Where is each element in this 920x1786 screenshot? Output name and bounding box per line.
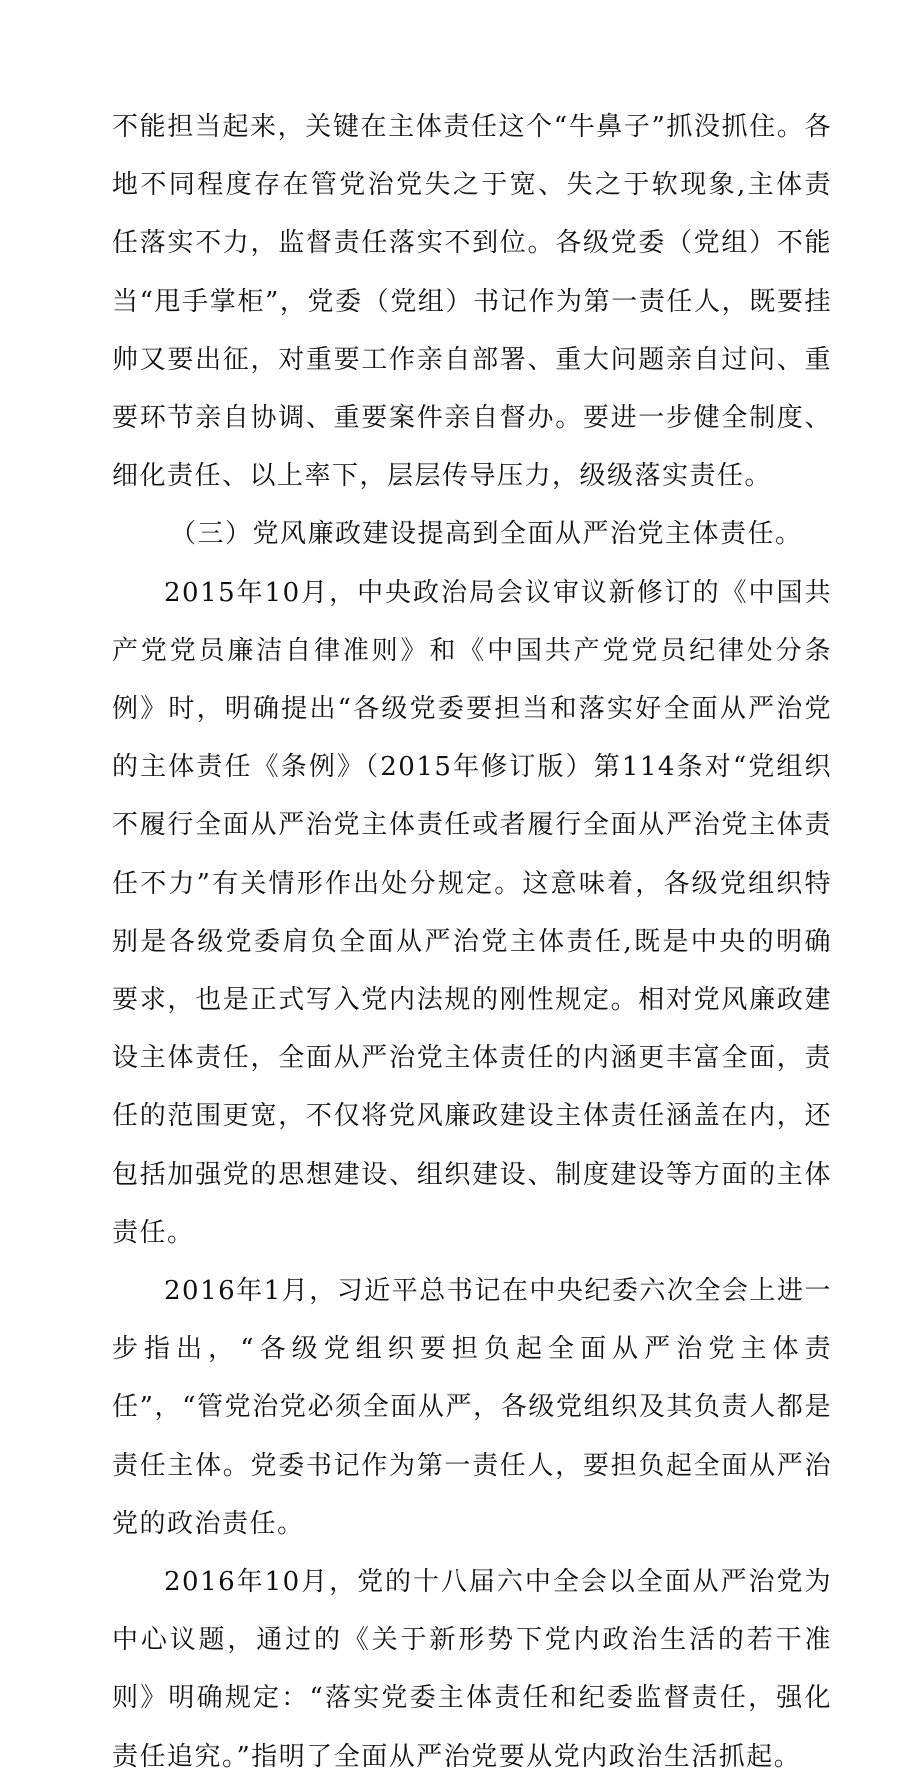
paragraph-2016-january: 2016年1月，习近平总书记在中央纪委六次全会上进一步指出，“各级党组织要担负起全面从严治党主体责任”，“管党治党必须全面从严，各级党组织及其负责人都是责任主体。党委书记作为第一责任人，要担负起全面从严治党的政治责任。	[112, 1276, 832, 1539]
paragraph-2015-october: 2015年10月，中央政治局会议审议新修订的《中国共产党党员廉洁自律准则》和《中国共产党党员纪律处分条例》时，明确提出“各级党委要担当和落实好全面从严治党的主体责任《条例》（2015年修订版）第114条对“党组织不履行全面从严治党主体责任或者履行全面从严治党主体责任不力”有关情形作出处分规定。这意味着，各级党组织特别是各级党委肩负全面从严治党主体责任,既是中央的明确要求，也是正式写入党内法规的刚性规定。相对党风廉政建设主体责任，全面从严治党主体责任的内涵更丰富全面，责任的范围更宽，不仅将党风廉政建设主体责任涵盖在内，还包括加强党的思想建设、组织建设、制度建设等方面的主体责任。	[112, 577, 832, 1248]
paragraph-2016-october: 2016年10月，党的十八届六中全会以全面从严治党为中心议题，通过的《关于新形势下党内政治生活的若干准则》明确规定：“落实党委主体责任和纪委监督责任，强化责任追究。”指明了全面从严治党要从党内政治生活抓起。	[112, 1567, 832, 1772]
document-body	[112, 98, 832, 1786]
paragraph-continued: 不能担当起来，关键在主体责任这个“牛鼻子”抓没抓住。各地不同程度存在管党治党失之于宽、失之于软现象,主体责任落实不力，监督责任落实不到位。各级党委（党组）不能当“甩手掌柜”，党委（党组）书记作为第一责任人，既要挂帅又要出征，对重要工作亲自部署、重大问题亲自过问、重要环节亲自协调、重要案件亲自督办。要进一步健全制度、细化责任、以上率下，层层传导压力，级级落实责任。	[112, 112, 832, 492]
section-heading-three: （三）党风廉政建设提高到全面从严治党主体责任。	[170, 519, 803, 550]
